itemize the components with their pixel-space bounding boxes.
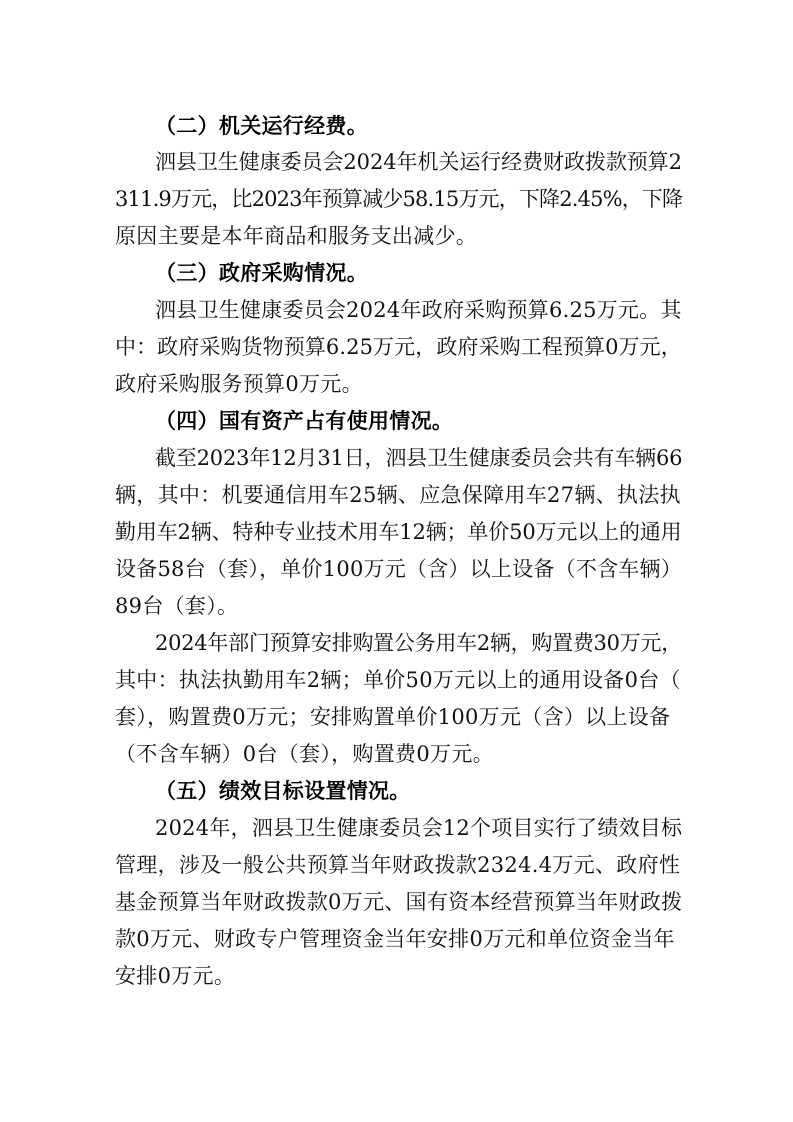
paragraph-line: 2024年，泗县卫生健康委员会12个项目实行了绩效目标	[155, 816, 683, 840]
paragraph-line: 泗县卫生健康委员会2024年机关运行经费财政拨款预算2	[155, 150, 682, 174]
section-heading-operating-costs: （二）机关运行经费。	[155, 114, 368, 138]
paragraph-line: 其中：执法执勤用车2辆；单价50万元以上的通用设备0台（	[115, 668, 681, 692]
paragraph-line: 原因主要是本年商品和服务支出减少。	[115, 224, 478, 248]
paragraph-line: 政府采购服务预算0万元。	[115, 372, 363, 396]
section-heading-state-assets: （四）国有资产占有使用情况。	[155, 409, 454, 433]
paragraph-line: 设备58台（套），单价100万元（含）以上设备（不含车辆）	[115, 557, 683, 581]
paragraph-line: 管理，涉及一般公共预算当年财政拨款2324.4万元、政府性	[115, 853, 681, 877]
paragraph-line: 勤用车2辆、特种专业技术用车12辆；单价50万元以上的通用	[115, 520, 682, 544]
paragraph-line: 基金预算当年财政拨款0万元、国有资本经营预算当年财政拨	[115, 890, 683, 914]
paragraph-line: 款0万元、财政专户管理资金当年安排0万元和单位资金当年	[115, 927, 675, 951]
paragraph-line: 中：政府采购货物预算6.25万元，政府采购工程预算0万元，	[115, 335, 682, 359]
paragraph-line: 泗县卫生健康委员会2024年政府采购预算6.25万元。其	[155, 298, 682, 322]
paragraph-line: （不含车辆）0台（套），购置费0万元。	[115, 742, 494, 766]
paragraph-line: 辆，其中：机要通信用车25辆、应急保障用车27辆、执法执	[115, 483, 681, 507]
paragraph-line: 套），购置费0万元；安排购置单价100万元（含）以上设备	[115, 705, 671, 729]
section-heading-performance-goals: （五）绩效目标设置情况。	[155, 779, 411, 803]
paragraph-line: 截至2023年12月31日，泗县卫生健康委员会共有车辆66	[155, 446, 683, 470]
paragraph-line: 89台（套）。	[115, 594, 239, 618]
paragraph-line: 安排0万元。	[115, 964, 236, 988]
section-heading-procurement: （三）政府采购情况。	[155, 261, 368, 285]
paragraph-line: 311.9万元，比2023年预算减少58.15万元，下降2.45%，下降	[115, 187, 683, 211]
paragraph-line: 2024年部门预算安排购置公务用车2辆，购置费30万元，	[155, 631, 682, 655]
